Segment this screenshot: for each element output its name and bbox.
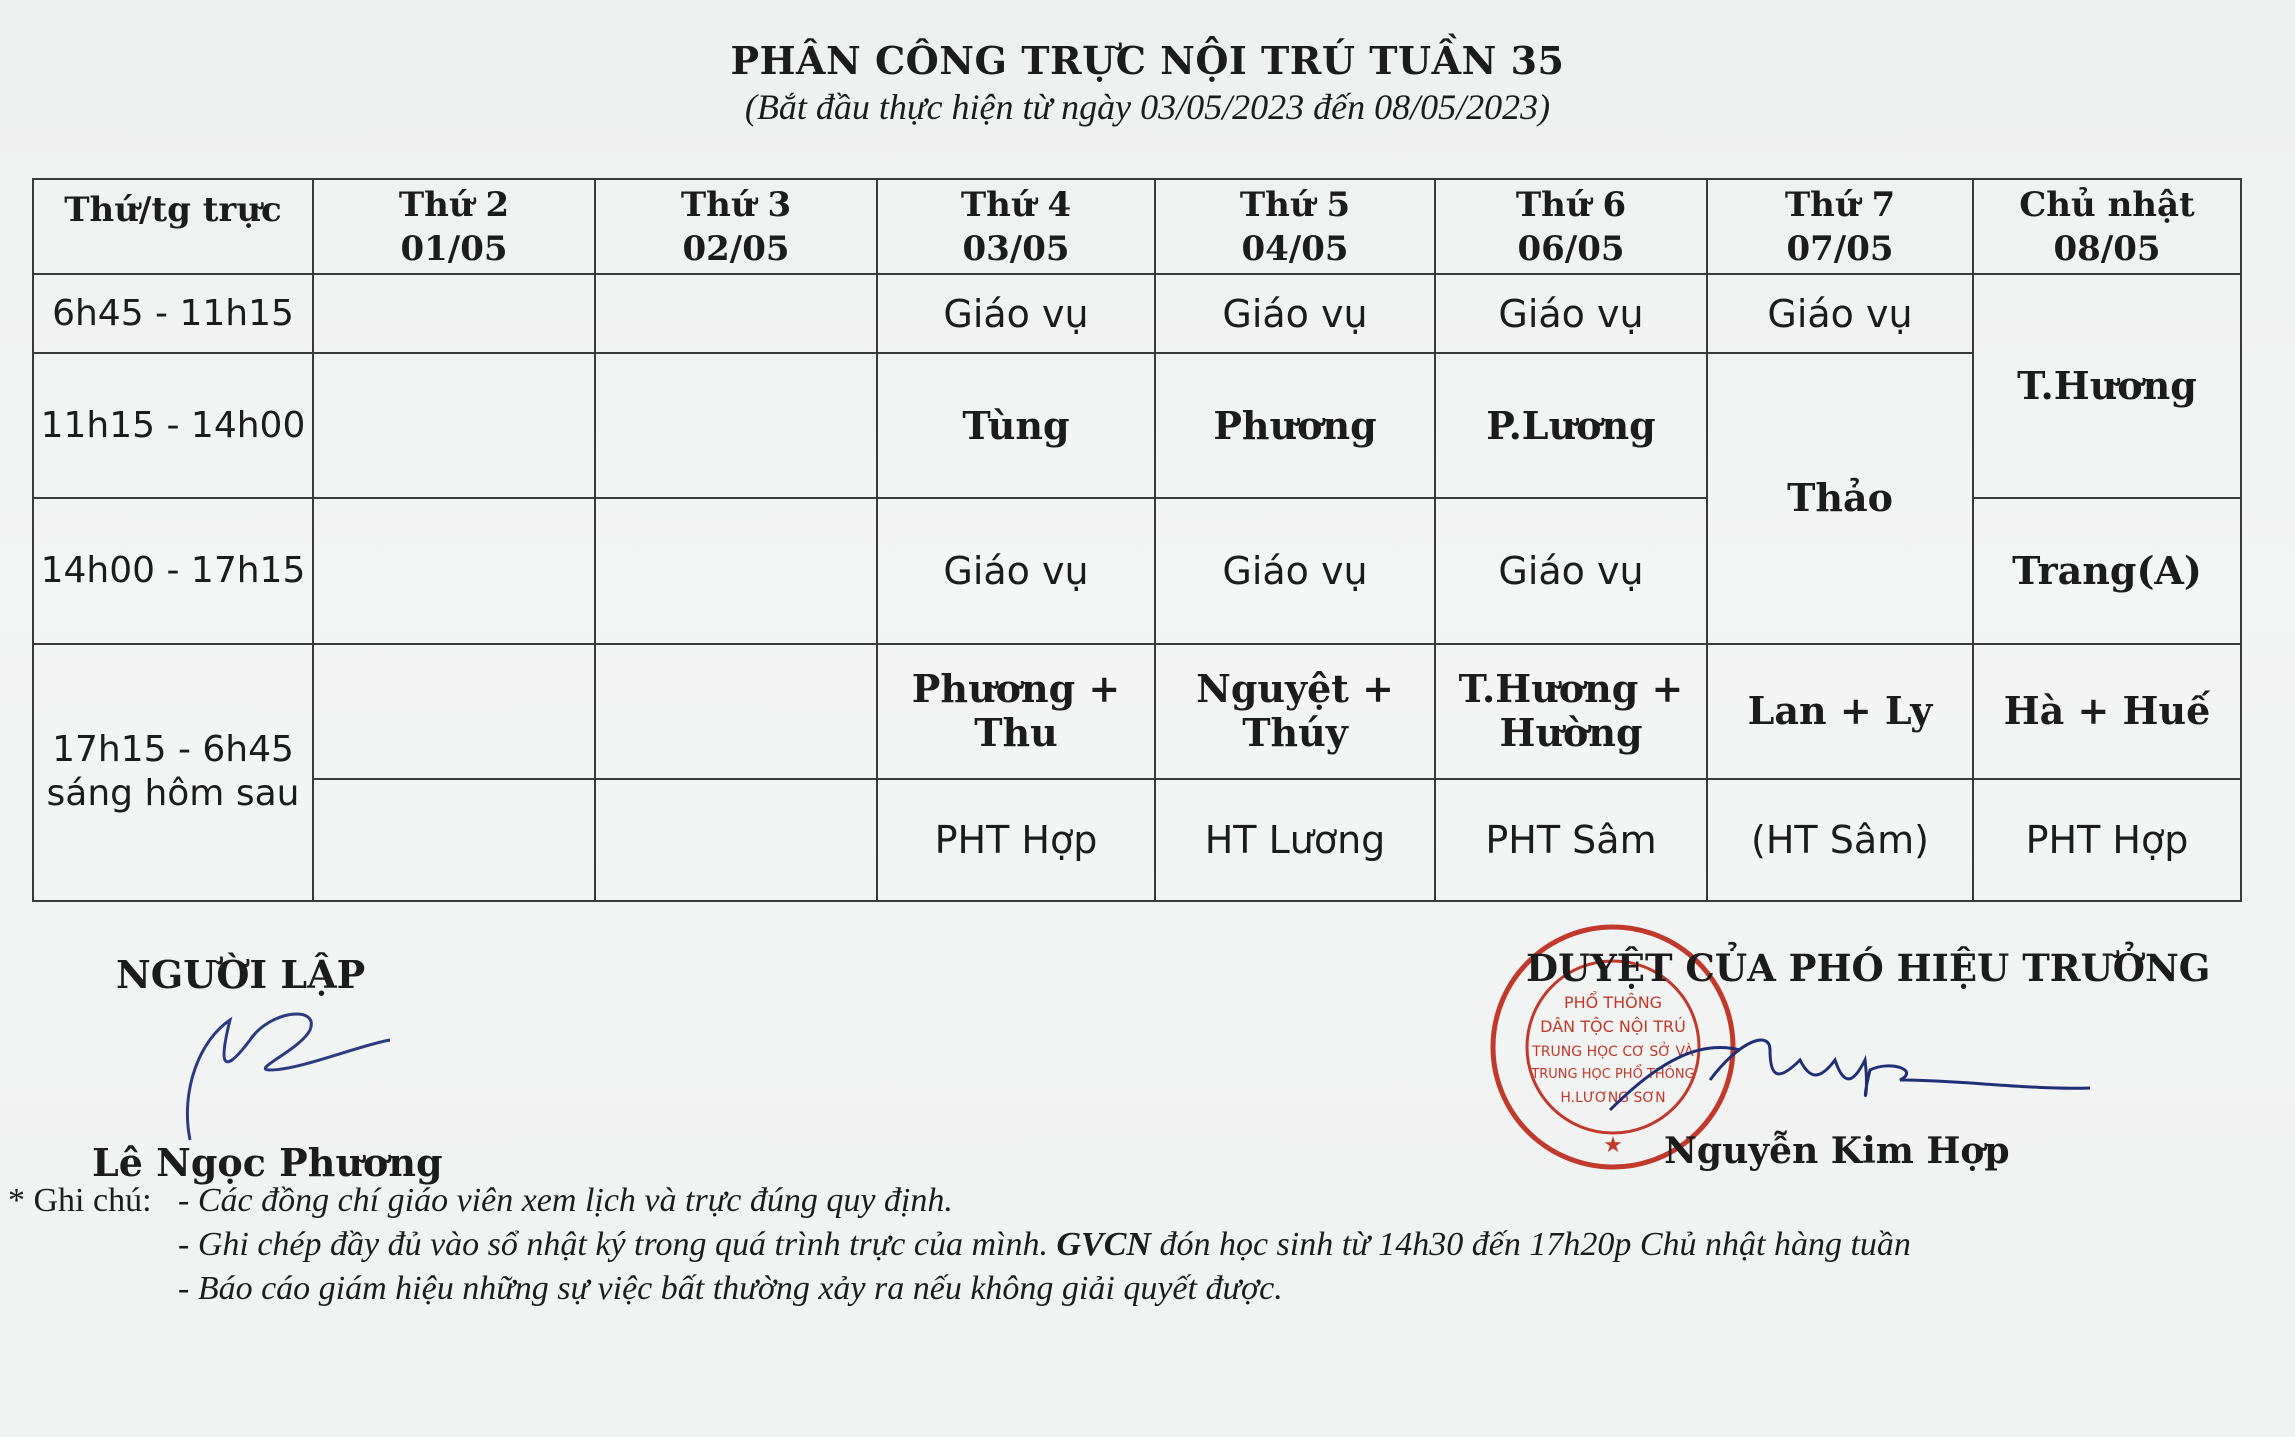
cell-s2-thu6: P.Lương xyxy=(1435,353,1707,498)
cell-s5-thu6: PHT Sâm xyxy=(1435,779,1707,901)
slot-night-line1: 17h15 - 6h45 xyxy=(52,729,294,771)
day-date: 01/05 xyxy=(400,228,508,269)
cell-s1-thu4: Giáo vụ xyxy=(877,274,1155,353)
table-row xyxy=(33,644,2241,779)
note-line-1: - Các đồng chí giáo viên xem lịch và trực đúng quy định. xyxy=(178,1182,953,1219)
stamp-line: H.LƯƠNG SƠN xyxy=(1560,1090,1666,1106)
day-name: Thứ 7 xyxy=(1784,184,1896,225)
table-row xyxy=(33,353,2241,498)
day-header-thu6 xyxy=(1435,179,1707,274)
day-date: 04/05 xyxy=(1241,228,1349,269)
day-name: Thứ 4 xyxy=(960,184,1072,225)
empty-cell xyxy=(595,498,877,643)
note-text-part: đón học sinh từ 14h30 đến 17h20p Chủ nhật hàng tuần xyxy=(1150,1226,1911,1263)
duty-schedule-table xyxy=(32,178,2242,902)
cell-s2-thu4: Tùng xyxy=(877,353,1155,498)
header-row xyxy=(33,179,2241,274)
day-name: Thứ 3 xyxy=(680,184,792,225)
cell-s4-thu6 xyxy=(1435,644,1707,779)
empty-cell xyxy=(595,644,877,779)
slot-night xyxy=(33,644,313,901)
cell-s4-cn: Hà + Huế xyxy=(1973,644,2241,779)
day-header-thu5 xyxy=(1155,179,1435,274)
slot-morning: 6h45 - 11h15 xyxy=(33,274,313,353)
stamp-star: ★ xyxy=(1603,1133,1623,1158)
cell-s4-thu4 xyxy=(877,644,1155,779)
cell-s2-thu7: Thảo xyxy=(1707,353,1973,643)
stamp-line: DÂN TỘC NỘI TRÚ xyxy=(1540,1017,1686,1036)
stamp-line: TRUNG HỌC CƠ SỞ VÀ xyxy=(1532,1044,1694,1060)
empty-cell xyxy=(313,353,595,498)
day-header-thu7 xyxy=(1707,179,1973,274)
day-date: 06/05 xyxy=(1517,228,1625,269)
cell-line: T.Hương + xyxy=(1458,666,1684,712)
approver-label: DUYỆT CỦA PHÓ HIỆU TRƯỞNG xyxy=(1526,946,2211,990)
day-header-thu4 xyxy=(877,179,1155,274)
cell-s1-thu7: Giáo vụ xyxy=(1707,274,1973,353)
slot-night-line2: sáng hôm sau xyxy=(46,773,300,815)
day-name: Chủ nhật xyxy=(2019,184,2195,225)
slot-noon: 11h15 - 14h00 xyxy=(33,353,313,498)
day-date: 03/05 xyxy=(962,228,1070,269)
day-date: 08/05 xyxy=(2053,228,2161,269)
creator-name: Lê Ngọc Phương xyxy=(92,1140,443,1185)
notes-label: * Ghi chú: xyxy=(8,1182,152,1219)
table-row xyxy=(33,779,2241,901)
cell-s4-thu5 xyxy=(1155,644,1435,779)
day-date: 07/05 xyxy=(1786,228,1894,269)
note-row xyxy=(8,1182,2278,1226)
cell-s3-thu5: Giáo vụ xyxy=(1155,498,1435,643)
day-date: 02/05 xyxy=(682,228,790,269)
day-name: Thứ 6 xyxy=(1515,184,1627,225)
day-name: Thứ 2 xyxy=(398,184,510,225)
creator-signature xyxy=(160,1000,400,1150)
note-line-2 xyxy=(178,1226,1911,1264)
empty-cell xyxy=(595,353,877,498)
day-header-thu3 xyxy=(595,179,877,274)
approver-signature xyxy=(1600,1020,2100,1140)
cell-s5-cn: PHT Hợp xyxy=(1973,779,2241,901)
note-emphasis: GVCN xyxy=(1056,1226,1151,1263)
cell-line: Thúy xyxy=(1242,710,1348,756)
cell-s4-thu7: Lan + Ly xyxy=(1707,644,1973,779)
table-row xyxy=(33,274,2241,353)
empty-cell xyxy=(313,498,595,643)
empty-cell xyxy=(313,644,595,779)
approver-name: Nguyễn Kim Hợp xyxy=(1664,1130,2010,1172)
slot-afternoon: 14h00 - 17h15 xyxy=(33,498,313,643)
cell-line: Hường xyxy=(1499,710,1643,756)
cell-s1-thu6: Giáo vụ xyxy=(1435,274,1707,353)
cell-line: Thu xyxy=(974,710,1058,756)
cell-s1-thu5: Giáo vụ xyxy=(1155,274,1435,353)
note-line-3: - Báo cáo giám hiệu những sự việc bất thường xảy ra nếu không giải quyết được. xyxy=(178,1270,1283,1307)
note-row xyxy=(8,1226,2278,1270)
cell-s3-cn: Trang(A) xyxy=(1973,498,2241,643)
day-name: Thứ 5 xyxy=(1239,184,1351,225)
cell-s3-thu6: Giáo vụ xyxy=(1435,498,1707,643)
empty-cell xyxy=(595,779,877,901)
note-text-part: - Ghi chép đầy đủ vào sổ nhật ký trong quá trình trực của mình. xyxy=(178,1226,1057,1263)
empty-cell xyxy=(313,779,595,901)
empty-cell xyxy=(313,274,595,353)
day-header-thu2 xyxy=(313,179,595,274)
cell-s5-thu4: PHT Hợp xyxy=(877,779,1155,901)
note-row xyxy=(8,1270,2278,1314)
stamp-line: TRUNG HỌC PHỔ THÔNG xyxy=(1531,1067,1695,1082)
day-header-cn xyxy=(1973,179,2241,274)
document-subtitle: (Bắt đầu thực hiện từ ngày 03/05/2023 đến 08/05/2023) xyxy=(744,87,1551,127)
document-title: PHÂN CÔNG TRỰC NỘI TRÚ TUẦN 35 xyxy=(730,38,1565,83)
creator-label: NGƯỜI LẬP xyxy=(116,952,366,997)
stamp-line: PHỔ THÔNG xyxy=(1563,993,1663,1012)
cell-s3-thu4: Giáo vụ xyxy=(877,498,1155,643)
cell-line: Phương + xyxy=(911,666,1121,712)
cell-s5-thu7: (HT Sâm) xyxy=(1707,779,1973,901)
corner-header: Thứ/tg trực xyxy=(33,179,313,274)
cell-s1-cn: T.Hương xyxy=(1973,274,2241,498)
cell-s2-thu5: Phương xyxy=(1155,353,1435,498)
notes-section xyxy=(8,1182,2278,1314)
cell-line: Nguyệt + xyxy=(1196,666,1394,712)
empty-cell xyxy=(595,274,877,353)
cell-s5-thu5: HT Lương xyxy=(1155,779,1435,901)
